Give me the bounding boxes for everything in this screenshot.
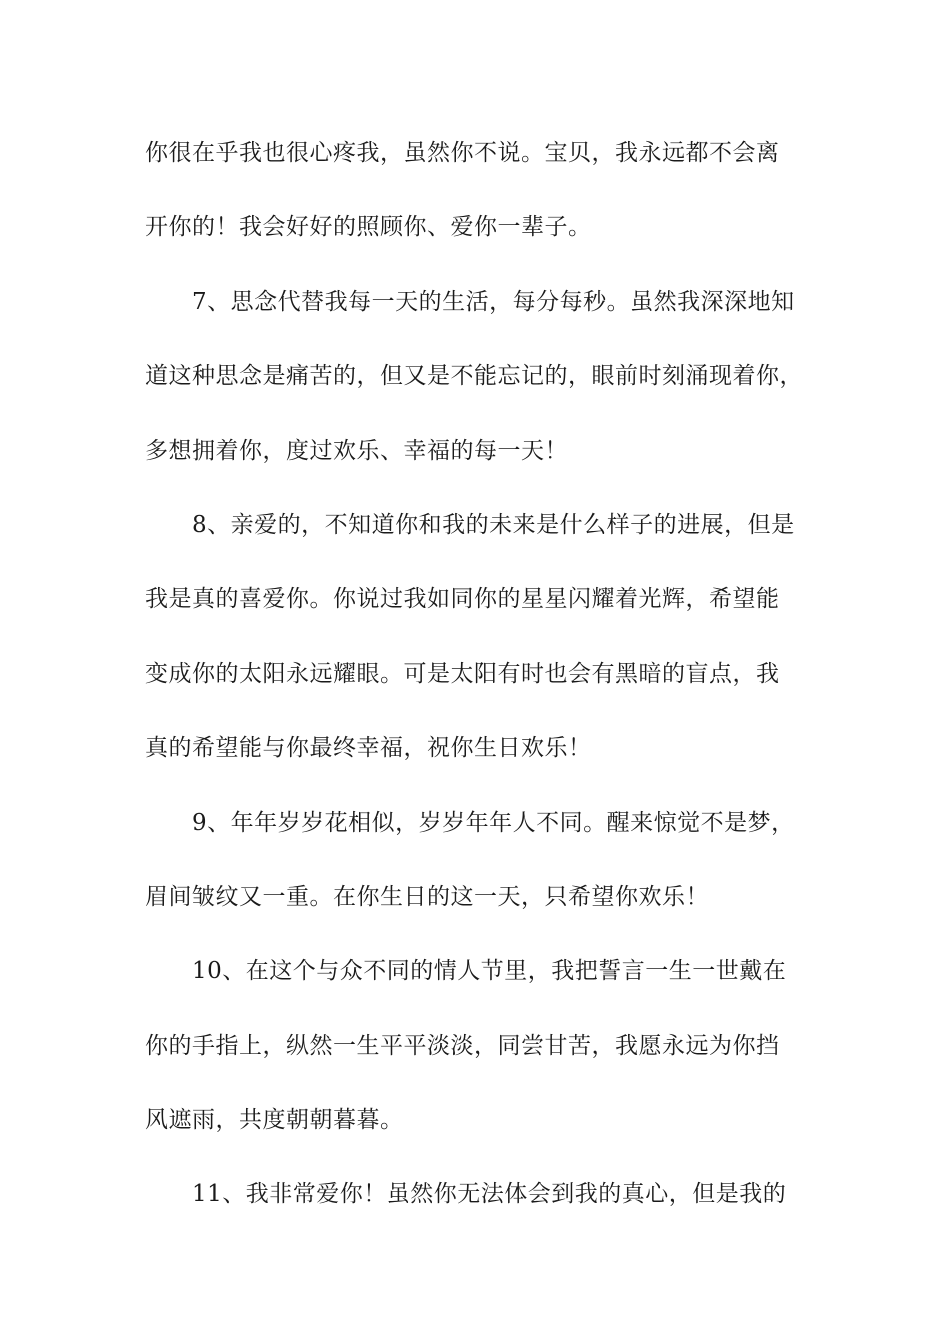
text-line: 开你的！我会好好的照顾你、爱你一辈子。 — [145, 214, 592, 241]
paragraph-start-line: 8、亲爱的，不知道你和我的未来是什么样子的进展，但是 — [192, 511, 795, 538]
text-line: 我是真的喜爱你。你说过我如同你的星星闪耀着光辉，希望能 — [145, 586, 780, 613]
paragraph-start-line: 9、年年岁岁花相似，岁岁年年人不同。醒来惊觉不是梦， — [192, 809, 795, 836]
text-line: 真的希望能与你最终幸福，祝你生日欢乐！ — [145, 735, 592, 762]
paragraph-start-line: 10、在这个与众不同的情人节里，我把誓言一生一世戴在 — [192, 958, 787, 985]
text-line: 变成你的太阳永远耀眼。可是太阳有时也会有黑暗的盲点，我 — [145, 660, 780, 687]
paragraph-start-line: 11、我非常爱你！虽然你无法体会到我的真心，但是我的 — [192, 1181, 787, 1208]
text-line: 眉间皱纹又一重。在你生日的这一天，只希望你欢乐！ — [145, 883, 709, 910]
text-line: 风遮雨，共度朝朝暮暮。 — [145, 1107, 404, 1134]
document-body — [145, 116, 815, 1232]
paragraph-start-line: 7、思念代替我每一天的生活，每分每秒。虽然我深深地知 — [192, 288, 795, 315]
text-line: 道这种思念是痛苦的，但又是不能忘记的，眼前时刻涌现着你， — [145, 363, 803, 390]
text-line: 你很在乎我也很心疼我，虽然你不说。宝贝，我永远都不会离 — [145, 140, 780, 166]
text-line: 多想拥着你，度过欢乐、幸福的每一天！ — [145, 437, 568, 464]
text-line: 你的手指上，纵然一生平平淡淡，同尝甘苦，我愿永远为你挡 — [145, 1032, 780, 1059]
